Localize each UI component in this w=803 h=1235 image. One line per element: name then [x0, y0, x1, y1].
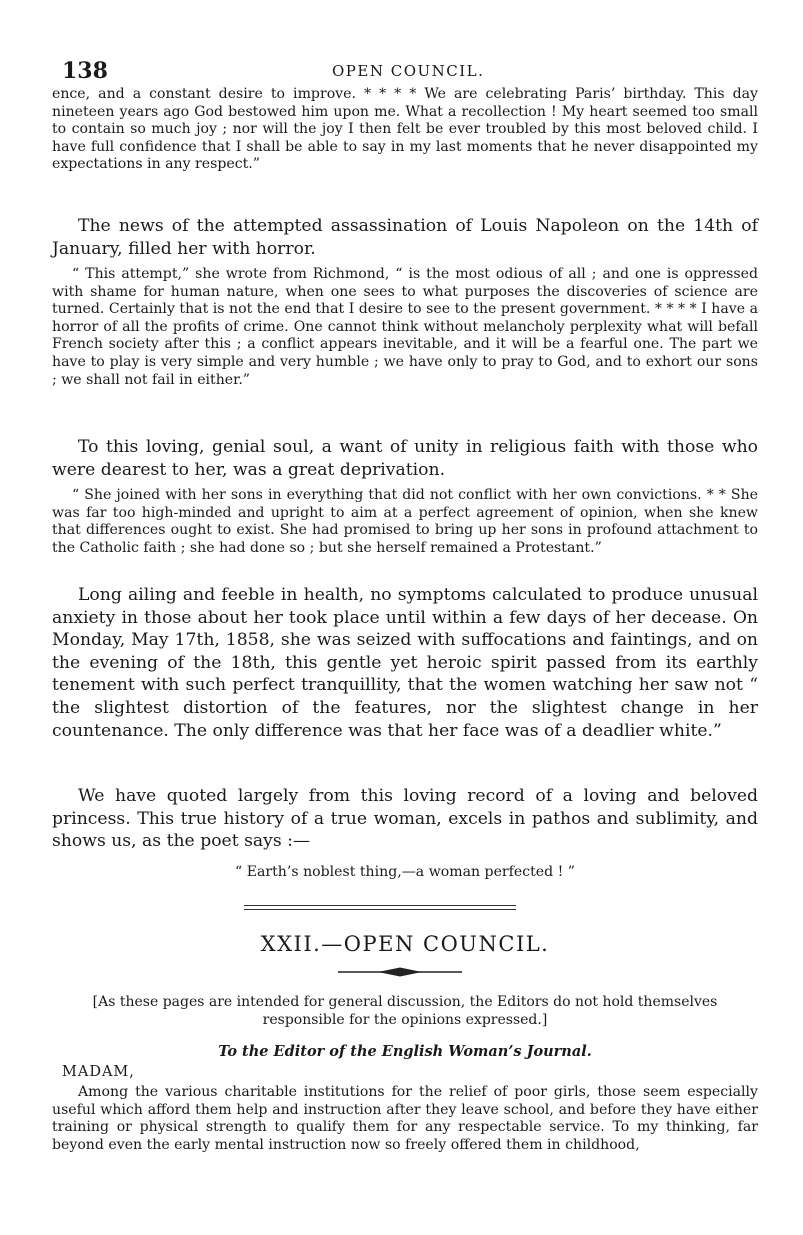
- letter-salutation: MADAM,: [62, 1064, 135, 1080]
- body-paragraph-1: The news of the attempted assassination of Louis Napoleon on the 14th of January, filled her with horror.: [52, 216, 758, 259]
- section-heading: XXII.—OPEN COUNCIL.: [260, 932, 550, 956]
- body-paragraph-3: Long ailing and feeble in health, no symptoms calculated to produce unusual anxiety in those about her took place until within a few days of her decease. On Monday, May 17th, 1858, she was seized with suffocations and faintings, and on the evening of the 18th, this gentle yet heroic spirit passed from its earthly tenement with such perfect tranquillity, that the women watching her saw not “ the slightest distortion of the features, nor the slightest change in her countenance. The only difference was that her face was of a deadlier white.”: [52, 585, 758, 741]
- letter-paragraph-1: Among the various charitable institutions for the relief of poor girls, those seem especially useful which afford them help and instruction after they leave school, and before they have either training or physical strength to qualify them for any respectable service. To my thinking, far beyond even the early mental instruction now so freely offered them in childhood,: [52, 1084, 758, 1153]
- section-divider: [244, 905, 516, 910]
- page-number: 138: [62, 58, 108, 84]
- ornament-rule: [338, 966, 462, 978]
- quote-paragraph-2: “ This attempt,” she wrote from Richmond, “ is the most odious of all ; and one is oppressed with shame for human nature, when one sees to what purposes the discoveries of science are turned. Certainly that is not the end that I desire to see to the present government. * * * * I have a horror of all the profits of crime. One cannot think without melancholy perplexity what will befall French society after this ; a conflict appears inevitable, and it will be a fearful one. The part we have to play is very simple and very humble ; we have only to pray to God, and to exhort our sons ; we shall not fail in either.”: [52, 266, 758, 388]
- body-paragraph-2: To this loving, genial soul, a want of unity in religious faith with those who were dearest to her, was a great deprivation.: [52, 437, 758, 480]
- running-head: [62, 58, 762, 82]
- quote-paragraph-3: “ She joined with her sons in everything that did not conflict with her own convictions. * * She was far too high-minded and upright to aim at a perfect agreement of opinion, when she knew that differences ought to exist. She had promised to bring up her sons in profound attachment to the Catholic faith ; she had done so ; but she herself remained a Protestant.”: [52, 487, 758, 556]
- poem-quote: “ Earth’s noblest thing,—a woman perfected ! ”: [235, 864, 575, 880]
- running-title: OPEN COUNCIL.: [332, 62, 485, 80]
- letter-addressee: To the Editor of the English Woman’s Journal.: [218, 1043, 592, 1060]
- editor-note: [As these pages are intended for general discussion, the Editors do not hold themselves responsible for the opinions expressed.]: [92, 994, 718, 1028]
- body-paragraph-4: We have quoted largely from this loving record of a loving and beloved princess. This true history of a true woman, excels in pathos and sublimity, and shows us, as the poet says :—: [52, 786, 758, 852]
- quote-paragraph-1: ence, and a constant desire to improve. * * * * We are celebrating Paris’ birthday. This day nineteen years ago God bestowed him upon me. What a recollection ! My heart seemed too small to contain so much joy ; nor will the joy I then felt be ever troubled by this most beloved child. I have full confidence that I shall be able to say in my last moments that he never disappointed my expectations in any respect.”: [52, 86, 758, 173]
